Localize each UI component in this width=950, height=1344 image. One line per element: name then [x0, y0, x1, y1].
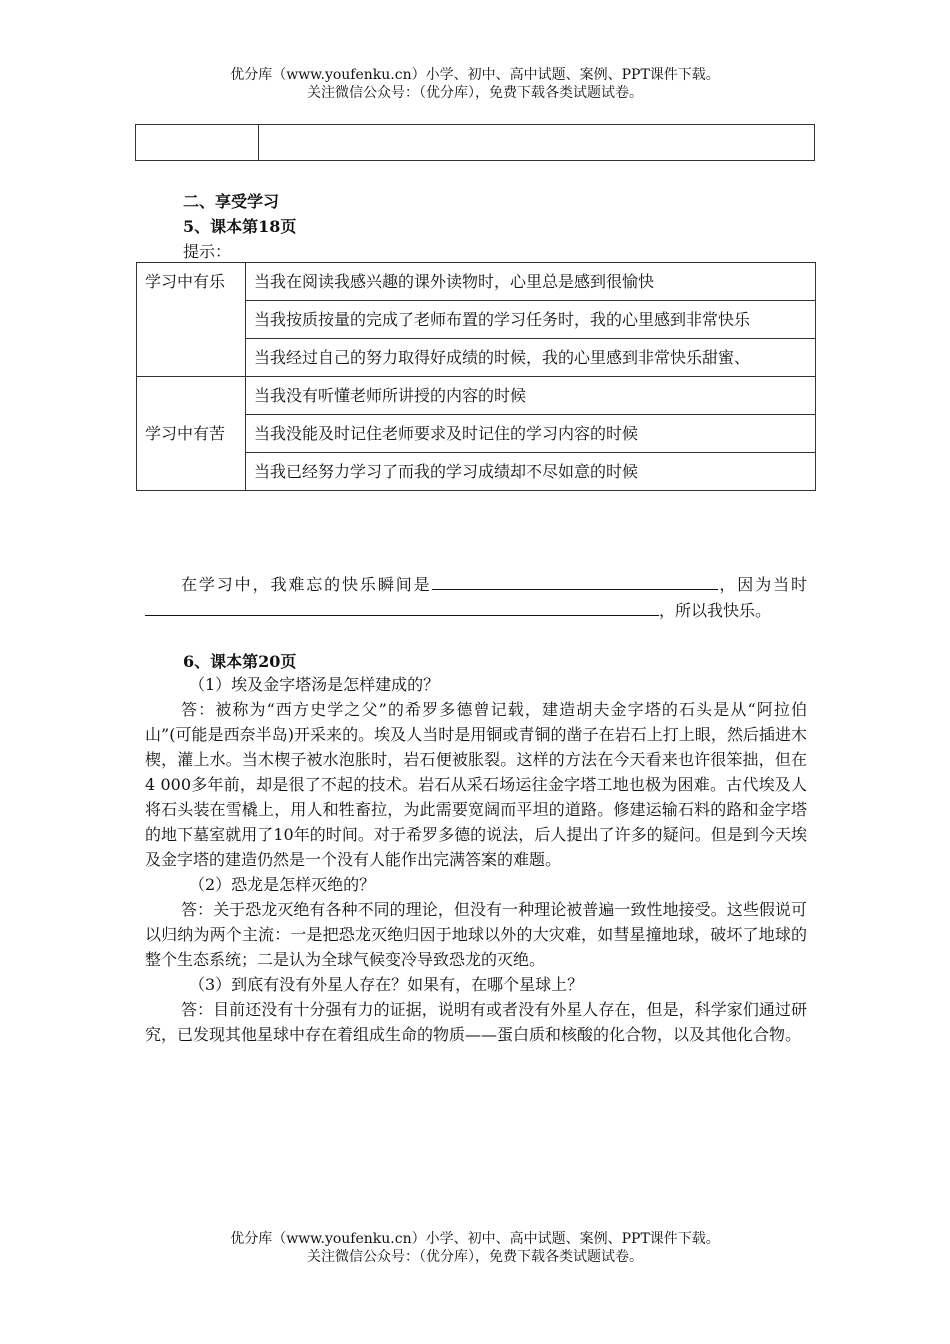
- fill-blank-2[interactable]: [145, 597, 659, 616]
- header-line-2: 关注微信公众号：（优分库），免费下载各类试题试卷。: [307, 85, 643, 101]
- item6-title: 6、课本第20页: [183, 652, 297, 671]
- header-line-1: 优分库（www.youfenku.cn）小学、初中、高中试题、案例、PPT课件下载。: [230, 67, 720, 83]
- page-header: [0, 66, 950, 102]
- bitter-row: 当我没能及时记住老师要求及时记住的学习内容的时候: [246, 415, 816, 453]
- fill-text-2: ，因为当时: [717, 575, 807, 594]
- joy-label: 学习中有乐: [137, 263, 246, 377]
- fill-blank-1[interactable]: [432, 571, 718, 590]
- fill-text-3: ，所以我快乐。: [659, 601, 772, 620]
- question-1: （1）埃及金字塔汤是怎样建成的？: [189, 675, 440, 694]
- page-footer: [0, 1230, 950, 1266]
- empty-cell: [136, 125, 259, 161]
- bitter-row: 当我没有听懂老师所讲授的内容的时候: [246, 377, 816, 415]
- answer-3: 答：目前还没有十分强有力的证据，说明有或者没有外星人存在，但是，科学家们通过研究，已发现其他星球中存在着组成生命的物质——蛋白质和核酸的化合物，以及其他化合物。: [145, 1000, 807, 1044]
- question-2: （2）恐龙是怎样灭绝的？: [189, 875, 376, 894]
- bitter-row: 当我已经努力学习了而我的学习成绩却不尽如意的时候: [246, 453, 816, 491]
- empty-cell: [259, 125, 815, 161]
- joy-row: 当我按质按量的完成了老师布置的学习任务时，我的心里感到非常快乐: [246, 301, 816, 339]
- question-3: （3）到底有没有外星人存在？如果有，在哪个星球上？: [189, 975, 584, 994]
- joy-row: 当我经过自己的努力取得好成绩的时候，我的心里感到非常快乐甜蜜、: [246, 339, 816, 377]
- empty-table-remnant: [135, 124, 815, 161]
- item5-title: 5、课本第18页: [183, 217, 297, 236]
- bitter-label: 学习中有苦: [137, 377, 246, 491]
- answer-2: 答：关于恐龙灭绝有各种不同的理论，但没有一种理论被普遍一致性地接受。这些假说可以归纳为两个主流：一是把恐龙灭绝归因于地球以外的大灾难，如彗星撞地球，破坏了地球的整个生态系统；二是认为全球气候变冷导致恐龙的灭绝。: [145, 900, 807, 969]
- fill-text-1: 在学习中，我难忘的快乐瞬间是: [181, 575, 432, 594]
- footer-line-2: 关注微信公众号：（优分库），免费下载各类试题试卷。: [307, 1249, 643, 1265]
- qa-block: [145, 672, 807, 1047]
- fill-in-paragraph: [145, 571, 807, 623]
- hint-label: 提示：: [183, 242, 232, 261]
- footer-line-1: 优分库（www.youfenku.cn）小学、初中、高中试题、案例、PPT课件下载。: [230, 1231, 720, 1247]
- joy-row: 当我在阅读我感兴趣的课外读物时，心里总是感到很愉快: [246, 263, 816, 301]
- section-title: 二、享受学习: [183, 192, 280, 211]
- answer-1: 答：被称为“西方史学之父”的希罗多德曾记载，建造胡夫金字塔的石头是从“阿拉伯山”(可能是西奈半岛)开采来的。埃及人当时是用铜或青铜的凿子在岩石上打上眼，然后插进木楔，灌上水。当木楔子被水泡胀时，岩石便被胀裂。这样的方法在今天看来也许很笨拙，但在4 000多年前，却是很了不起的技术。岩石从采石场运往金字塔工地也极为困难。古代埃及人将石头装在雪橇上，用人和牲畜拉，为此需要宽阔而平坦的道路。修建运输石料的路和金字塔的地下墓室就用了10年的时间。对于希罗多德的说法，后人提出了许多的疑问。但是到今天埃及金字塔的建造仍然是一个没有人能作出完满答案的难题。: [145, 700, 807, 869]
- joy-bitter-table: [136, 262, 816, 491]
